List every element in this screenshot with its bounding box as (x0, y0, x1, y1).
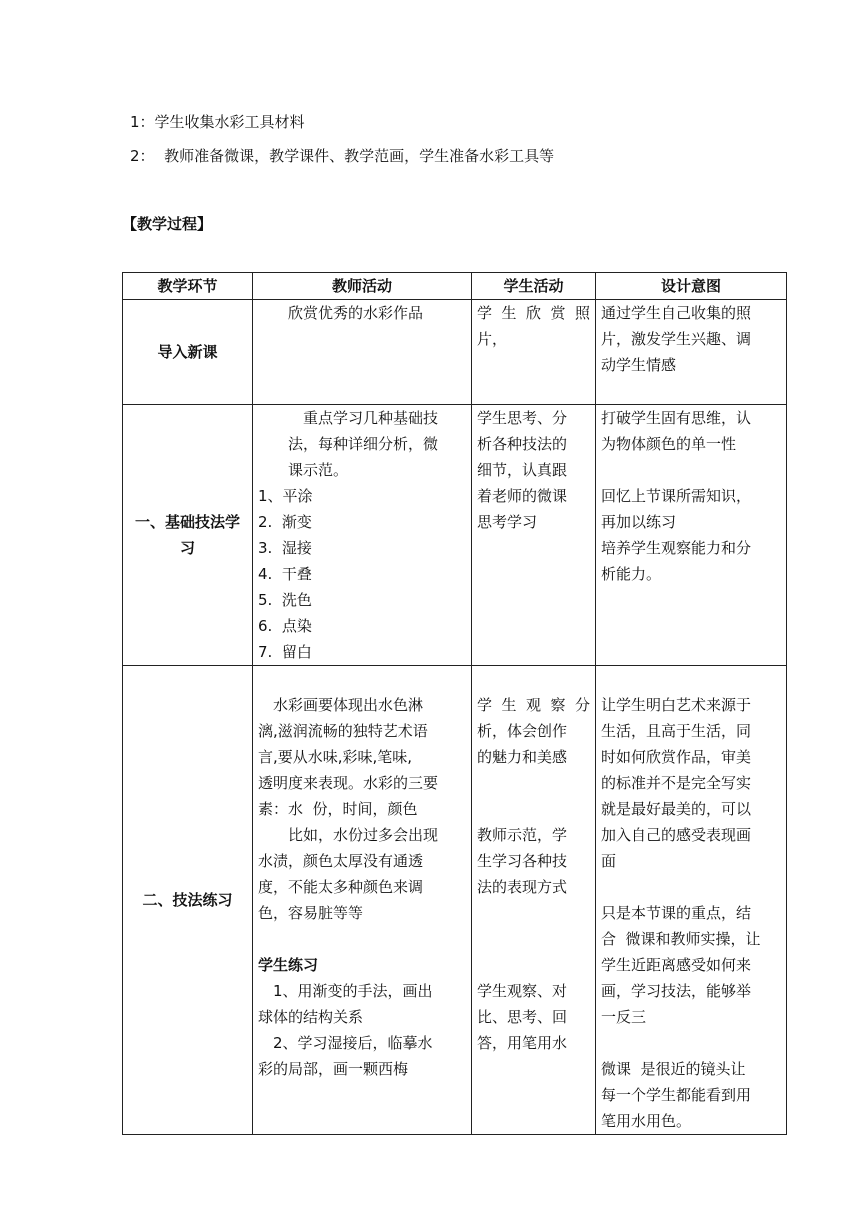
intent-line: 学生近距离感受如何来 (601, 956, 752, 974)
technique-item: 5. 洗色 (258, 591, 312, 609)
spacer (258, 926, 466, 952)
student-text-line: 析，体会创作 (477, 722, 568, 740)
spacer (477, 770, 590, 796)
intent-line: 笔用水用色。 (601, 1112, 692, 1130)
technique-item: 4. 干叠 (258, 565, 312, 583)
stage-cell: 导入新课 (123, 300, 253, 405)
intent-line: 只是本节课的重点，结 (601, 904, 752, 922)
student-text-line: 细节，认真跟 (477, 461, 568, 479)
header-teacher-activity: 教师活动 (253, 273, 472, 300)
spacer (258, 666, 466, 692)
section-heading: 【教学过程】 (122, 215, 213, 233)
teacher-text-line: 水彩画要体现出水色淋 (273, 696, 424, 714)
intent-line: 培养学生观察能力和分 (601, 539, 752, 557)
student-text-line: 着老师的微课 (477, 487, 568, 505)
intent-line: 面 (601, 852, 617, 870)
teacher-activity-cell (253, 405, 472, 666)
practice-line: 1、用渐变的手法，画出 (273, 982, 433, 1000)
student-text-line: 比、思考、回 (477, 1008, 568, 1026)
intent-line: 的标准并不是完全写实 (601, 774, 752, 792)
intent-line: 每一个学生都能看到用 (601, 1086, 752, 1104)
student-text-line: 法的表现方式 (477, 878, 568, 896)
student-text-line: 学生观察分 (477, 696, 590, 714)
spacer (601, 666, 781, 692)
teacher-text-line: 漓,滋润流畅的独特艺术语 (258, 722, 428, 740)
teacher-activity-cell (253, 300, 472, 405)
design-intent-cell (596, 405, 787, 666)
practice-line: 球体的结构关系 (258, 1008, 364, 1026)
teacher-text-line: 透明度来表现。水彩的三要 (258, 774, 439, 792)
intent-line: 析能力。 (601, 565, 662, 583)
student-text-line: 学生观察、对 (477, 982, 568, 1000)
teacher-text-line: 素：水 份，时间，颜色 (258, 800, 418, 818)
intent-line: 通过学生自己收集的照 (601, 304, 752, 322)
teaching-process-table (122, 272, 787, 1135)
design-intent-cell (596, 666, 787, 1135)
student-text-line: 教师示范，学 (477, 826, 568, 844)
intent-line: 合 微课和教师实操，让 (601, 930, 761, 948)
intent-line: 回忆上节课所需知识， (601, 487, 752, 505)
intent-line: 为物体颜色的单一性 (601, 435, 737, 453)
spacer (601, 1030, 781, 1056)
stage-cell: 二、技法练习 (123, 666, 253, 1135)
intent-line: 再加以练习 (601, 513, 677, 531)
spacer (601, 874, 781, 900)
teacher-intro (258, 405, 466, 483)
teacher-text-line: 课示范。 (288, 461, 349, 479)
student-activity-cell (472, 300, 596, 405)
table-row (123, 300, 787, 405)
practice-title: 学生练习 (258, 956, 319, 974)
intent-line: 让学生明白艺术来源于 (601, 696, 752, 714)
spacer (477, 796, 590, 822)
spacer (477, 666, 590, 692)
practice-line: 2、学习湿接后，临摹水 (273, 1034, 433, 1052)
student-text-line: 片， (477, 330, 508, 348)
intent-line: 生活，且高于生活，同 (601, 722, 752, 740)
stage-cell: 一、基础技法学习 (123, 405, 253, 666)
intent-line: 微课 是很近的镜头让 (601, 1060, 746, 1078)
header-stage: 教学环节 (123, 273, 253, 300)
practice-line: 彩的局部，画一颗西梅 (258, 1060, 409, 1078)
intent-line: 动学生情感 (601, 356, 677, 374)
teacher-text: 欣赏优秀的水彩作品 (288, 304, 424, 322)
table-header-row (123, 273, 787, 300)
intent-line: 加入自己的感受表现画 (601, 826, 752, 844)
student-text-line: 答，用笔用水 (477, 1034, 568, 1052)
teacher-text-line: 重点学习几种基础技 (303, 409, 439, 427)
table-row (123, 666, 787, 1135)
spacer (477, 900, 590, 926)
spacer (477, 926, 590, 952)
teacher-text-line: 水渍，颜色太厚没有通透 (258, 852, 424, 870)
student-text-line: 生学习各种技 (477, 852, 568, 870)
teacher-text-line: 言,要从水味,彩味,笔味, (258, 748, 413, 766)
intent-line: 一反三 (601, 1008, 647, 1026)
technique-item: 3. 湿接 (258, 539, 312, 557)
student-text-line: 思考学习 (477, 513, 538, 531)
student-activity-cell (472, 666, 596, 1135)
intent-line: 画，学习技法，能够举 (601, 982, 752, 1000)
teacher-text-line: 色，容易脏等等 (258, 904, 364, 922)
student-text-line: 的魅力和美感 (477, 748, 568, 766)
prep-item-1: 1：学生收集水彩工具材料 (130, 113, 305, 131)
technique-item: 7. 留白 (258, 643, 312, 661)
technique-item: 6. 点染 (258, 617, 312, 635)
spacer (601, 457, 781, 483)
design-intent-cell (596, 300, 787, 405)
teacher-text-line: 比如，水份过多会出现 (288, 826, 439, 844)
header-design-intent: 设计意图 (596, 273, 787, 300)
teacher-text-line: 法，每种详细分析，微 (288, 435, 439, 453)
header-student-activity: 学生活动 (472, 273, 596, 300)
table-row (123, 405, 787, 666)
spacer (477, 952, 590, 978)
intent-line: 片，激发学生兴趣、调 (601, 330, 752, 348)
intent-line: 就是最好最美的，可以 (601, 800, 752, 818)
student-text-line: 学生思考、分 (477, 409, 568, 427)
teacher-activity-cell (253, 666, 472, 1135)
teacher-text-line: 度，不能太多种颜色来调 (258, 878, 424, 896)
technique-item: 1、平涂 (258, 487, 313, 505)
technique-item: 2. 渐变 (258, 513, 312, 531)
intent-line: 打破学生固有思维，认 (601, 409, 752, 427)
student-text-line: 析各种技法的 (477, 435, 568, 453)
prep-item-2: 2： 教师准备微课，教学课件、教学范画，学生准备水彩工具等 (130, 147, 555, 165)
student-text-line: 学生欣赏照 (477, 304, 590, 322)
intent-line: 时如何欣赏作品，审美 (601, 748, 752, 766)
student-activity-cell (472, 405, 596, 666)
